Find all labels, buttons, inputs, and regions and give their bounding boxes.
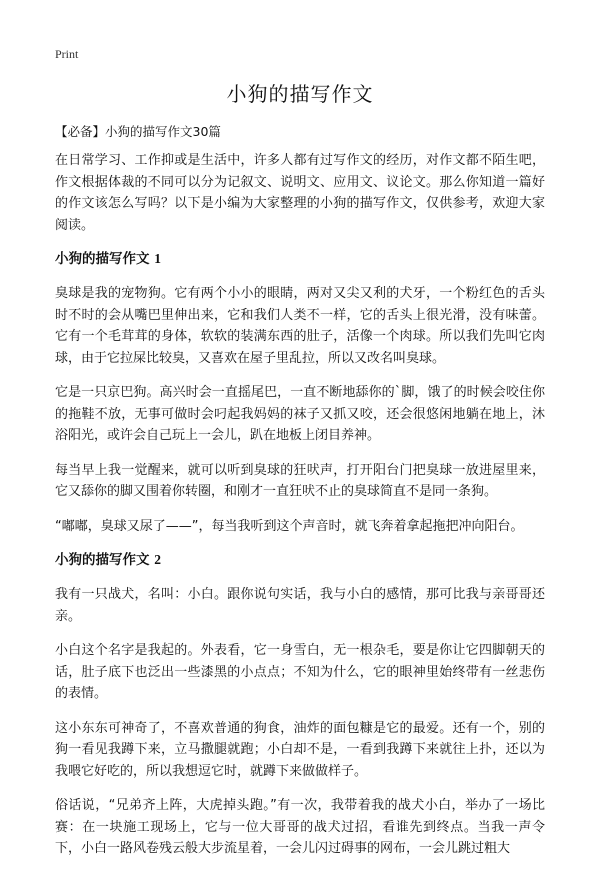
paragraph: 每当早上我一觉醒来，就可以听到臭球的狂吠声，打开阳台门把臭球一放进屋里来，它又舔你的脚又围着你转圈，和刚才一直狂吠不止的臭球简直不是同一条狗。 <box>55 462 545 499</box>
section-heading <box>55 550 545 570</box>
paragraph: 小白这个名字是我起的。外表看，它一身雪白，无一根杂毛，要是你让它四脚朝天的话，肚子底下也泛出一些漆黑的小点点；不知为什么，它的眼神里始终带有一丝悲伤的表情。 <box>55 643 545 701</box>
document-subtitle: 【必备】小狗的描写作文30篇 <box>55 124 221 139</box>
document-title: 小狗的描写作文 <box>226 82 374 106</box>
intro-paragraph: 在日常学习、工作抑或是生活中，许多人都有过写作文的经历，对作文都不陌生吧，作文根据体裁的不同可以分为记叙文、说明文、应用文、议论文。那么你知道一篇好的作文该怎么写吗？以下是小编为大家整理的小狗的描写作文，仅供参考，欢迎大家阅读。 <box>55 153 545 233</box>
paragraph: 臭球是我的宠物狗。它有两个小小的眼睛，两对又尖又利的犬牙，一个粉红色的舌头时不时的会从嘴巴里伸出来，它和我们人类不一样，它的舌头上很光滑，没有味蕾。它有一个毛茸茸的身体，软软的装满东西的肚子，活像一个肉球。所以我们先叫它肉球，由于它拉屎比较臭，又喜欢在屋子里乱拉，所以又改名叫臭球。 <box>55 286 545 366</box>
section-heading-number: 2 <box>154 552 161 567</box>
paragraph: 这小东东可神奇了，不喜欢普通的狗食，油炸的面包糠是它的最爱。还有一个，别的狗一看见我蹲下来，立马撒腿就跑；小白却不是，一看到我蹲下来就往上扑，还以为我喂它好吃的，所以我想逗它时，就蹲下来做做样子。 <box>55 720 545 779</box>
paragraph: 它是一只京巴狗。高兴时会一直摇尾巴，一直不断地舔你的`脚，饿了的时候会咬住你的拖鞋不放，无事可做时会叼起我妈妈的袜子又抓又咬，还会很悠闲地躺在地上，沐浴阳光，或许会自己玩上一会儿，趴在地板上闭目养神。 <box>55 385 545 443</box>
print-link[interactable]: Print <box>55 47 79 61</box>
paragraph: “嘟嘟，臭球又尿了——”，每当我听到这个声音时，就飞奔着拿起拖把冲向阳台。 <box>55 518 524 534</box>
section-heading <box>55 249 545 269</box>
section-heading-text: 小狗的描写作文 <box>55 251 150 267</box>
paragraph: 俗话说，“兄弟齐上阵，大虎掉头跑。”有一次，我带着我的战犬小白，举办了一场比赛：在一块施工现场上，它与一位大哥哥的战犬过招，看谁先到终点。当我一声令下，小白一路风卷残云般大步流星着，一会儿闪过碍事的网布，一会儿跳过粗大 <box>55 798 545 856</box>
paragraph: 我有一只战犬，名叫：小白。跟你说句实话，我与小白的感情，那可比我与亲哥哥还亲。 <box>55 587 545 624</box>
section-heading-number: 1 <box>154 251 161 266</box>
section-heading-text: 小狗的描写作文 <box>55 552 150 568</box>
document-body <box>55 150 545 873</box>
